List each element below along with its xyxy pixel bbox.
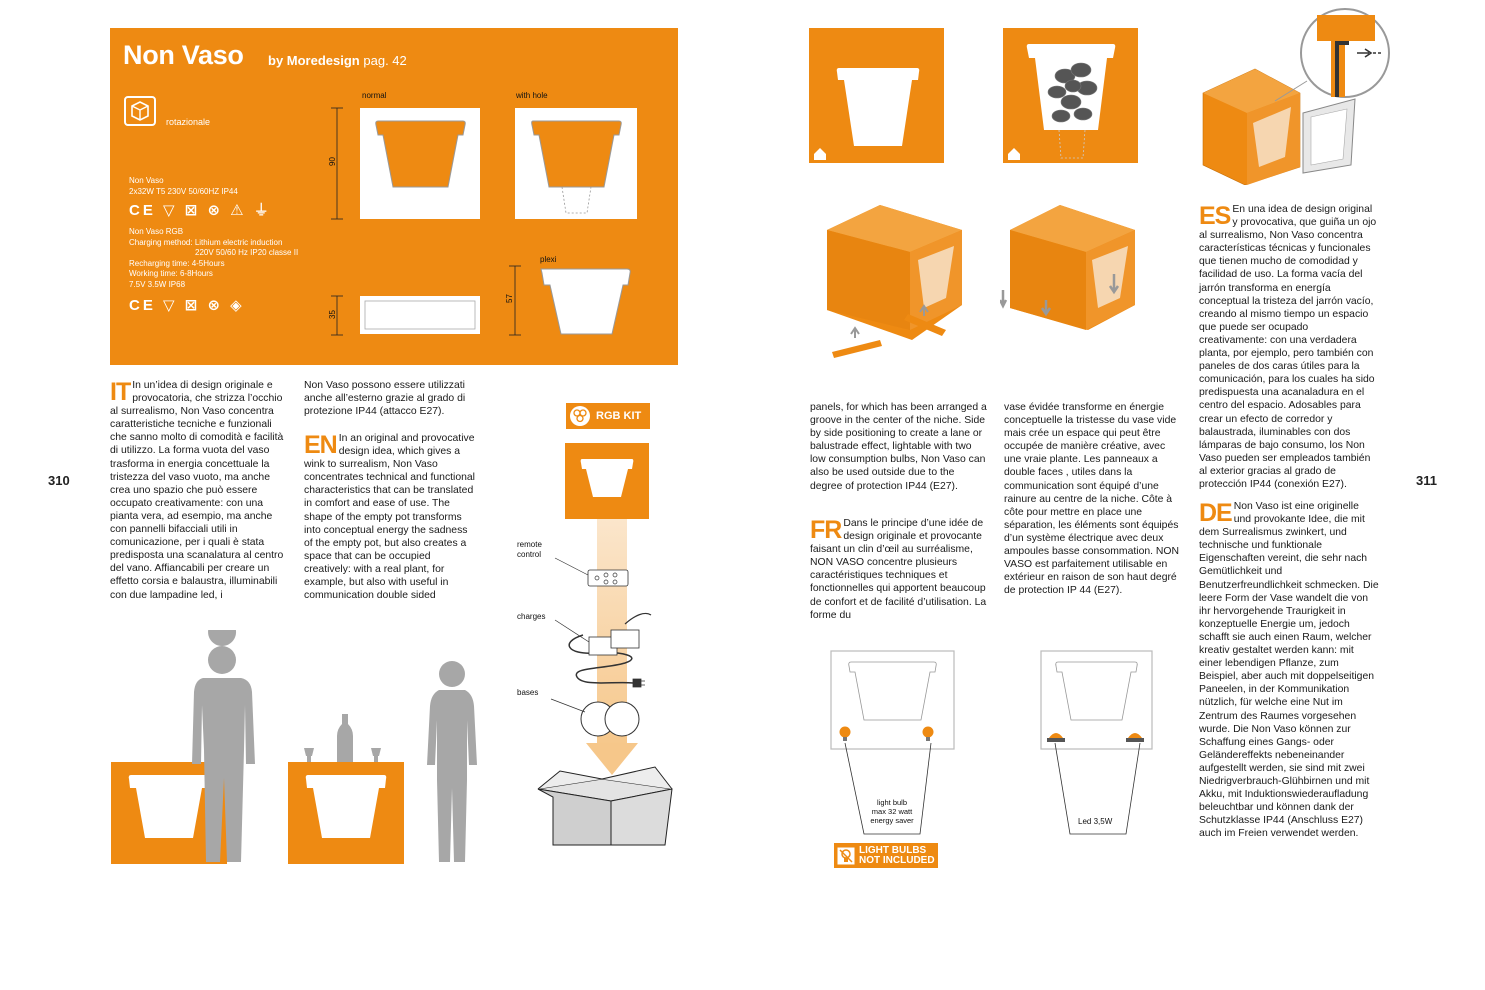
led-diagram	[1040, 650, 1153, 835]
body-it: In un’idea di design originale e provocatoria, che strizza l’occhio al surrealismo, Non Vaso concentra caratteristiche tecniche e funzionali che sanno molto di comodità e facilità di utilizzo. La forma vuota del vaso trasforma in energia concettuale la tristezza del vaso vuoto, ma anche crea uno spazio che può essere occupato creativamente: con una pianta vera, ad esempio, ma anche con pannelli bifacciali utili in comunicazione, per i quali è stata predisposta una scanalatura al centro del vano. Affiancabili per creare un effetto corsia e balaustra, illuminabili con due lampadine led, i	[110, 380, 284, 601]
dimension-57: 57	[504, 294, 514, 303]
certification-marks-rgb: CE ▽ ⊠ ⊗ ◈	[129, 297, 245, 314]
page-number-left: 310	[48, 473, 70, 488]
rgb-icon	[570, 406, 590, 426]
normal-label: normal	[362, 91, 387, 100]
lang-cap-it: IT	[110, 378, 131, 406]
text-en-continued: panels, for which has been arranged a groove in the center of the niche. Side by side positioning to create a lane or balustrade effect, lightable with two low consumption bulbs, Non Vaso can also be used outside due to the degree of protection IP44 (E27).	[810, 402, 987, 492]
body-fr: Dans le principe d’une idée de design originale et provocante faisant un clin d’œil au surréalisme, NON VASO concentre plusieurs caractéristiques techniques et fonctionnelles qui apportent beaucoup de confort et de facilité d’utilisation. La forme du	[810, 518, 987, 621]
bulbs-not-included-badge: LIGHT BULBS NOT INCLUDED	[834, 843, 938, 868]
warning-bulb-icon	[837, 847, 855, 865]
page-number-right: 311	[1416, 473, 1437, 488]
lang-cap-es: ES	[1199, 202, 1231, 230]
body-es: En una idea de design original y provocativa, que guiña un ojo al surrealismo, Non Vaso concentra características técnicas y funcionales que tienen mucho de comodidad y facilidad de uso. La forma vacía del jarrón transforma en energía conceptual la tristeza del jarrón vacío, creando al mismo tiempo un espacio que puede ser ocupado creativamente: con una verdadera planta, por ejemplo, pero también con paneles de dos caras útiles para la comunicación, para los cuales ha sido predispuesta una acanaladura en el centro del espacio. Adosables para crear un efecto de corredor y balaustrada, iluminables con dos lámparas de bajo consumo, los Non Vaso pueden ser empleados también al exterior gracias al grado de protección IP44 (conexión E27).	[1199, 204, 1377, 490]
byline	[268, 53, 407, 68]
text-en	[304, 432, 476, 602]
text-fr-continued: vase évidée transforme en énergie conceptuelle la tristesse du vase vide mais crée un espace qui peut être occupée de manière créative, avec une vraie plante. Les panneaux a double faces , utiles dans la communication sont équipé d’une rainure au centre de la niche. Côte à côte pour mettre en place une séparation, les éléments sont équipés d’un système électrique avec deux ampoules basse consommation. NON VASO est parfaitement utilisable en extérieur en raison de son haut degré de protection IP 44 (E27).	[1004, 402, 1179, 597]
text-it-continued: Non Vaso possono essere utilizzati anche all’esterno grazie al grado di protezione IP44 (attacco E27).	[304, 380, 466, 418]
product-title: Non Vaso	[123, 40, 244, 70]
iso-box-panel	[1000, 190, 1145, 340]
charges-label: charges	[517, 612, 546, 621]
lang-cap-fr: FR	[810, 516, 842, 544]
rgb-kit-badge: RGB KIT	[566, 403, 650, 429]
light-bulb-label: light bulb max 32 watt energy saver	[870, 798, 914, 825]
text-it	[110, 379, 286, 602]
spec-block-2: Non Vaso RGB Charging method: Lithium electric induction 220V 50/60 Hz IP20 classe II Recharging time: 4-5Hours Working time: 6-8Hours 7.5V 3.5W IP68	[129, 227, 299, 289]
page-reference: pag. 42	[363, 53, 407, 68]
technical-drawing	[325, 103, 670, 343]
text-fr	[810, 517, 988, 622]
text-de	[1199, 500, 1379, 840]
body-de: Non Vaso ist eine originelle und provokante Idee, die mit dem Surrealismus zwinkert, und technische und funktionale Eigenschaften vereint, die sehr nach Gemütlichkeit und Benutzerfreundlichkeit schmecken. Die leere Form der Vase wandelt die von ihr hervorgehende Traurigkeit in konzeptuelle Energie um, jedoch schafft sie auch einen Raum, welcher kreativ gestaltet werden kann: mit einer lebendigen Pflanze, zum Beispiel, aber auch mit doppelseitigen Paneelen, in der Kommunikation nützlich, für welche eine Nut im Zentrum des Raumes vorgesehen wurde. Die Non Vaso können zur Schaffung eines Gangs- oder Geländereffekts nebeneinander aufgestellt werden, sie sind mit zwei Niedrigverbrauch-Glühbirnen und mit Akku, mit Induktionswiederaufladung beleuchtbar und können dank der Schutzklasse IP44 (Anschluss E27) auch im Freien verwendet werden.	[1199, 501, 1379, 840]
designer: by Moredesign	[268, 53, 360, 68]
pot-tile-empty	[809, 28, 944, 163]
spec-block-1: Non Vaso 2x32W T5 230V 50/60HZ IP44	[129, 176, 238, 196]
lang-cap-de: DE	[1199, 499, 1232, 527]
lang-cap-en: EN	[304, 431, 337, 459]
certification-marks: CE ▽ ⊠ ⊗ ⚠ ⏚	[129, 202, 272, 219]
iso-box-groove	[822, 190, 992, 375]
body-en: In an original and provocative design idea, which gives a wink to surrealism, Non Vaso concentrates technical and functional characteristics that can be translated in comfort and ease of use. The shape of the empty pot transforms into conceptual energy the sadness of the empty pot, but also creates a space that can be occupied creatively: with a real plant, for example, but also with useful in communication double sided	[304, 433, 475, 602]
rgb-kit-diagram	[505, 437, 695, 847]
rotational-molding-icon	[124, 96, 156, 126]
led-label: Led 3,5W	[1078, 817, 1113, 826]
dimension-90: 90	[327, 157, 337, 166]
text-es	[1199, 203, 1379, 491]
bases-label: bases	[517, 688, 539, 697]
assembly-detail-illustration	[1195, 5, 1395, 185]
dimension-35: 35	[327, 310, 337, 319]
scale-scene	[105, 630, 525, 865]
plexi-label: plexi	[540, 255, 557, 264]
pot-tile-plant	[1003, 28, 1138, 163]
remote-control-label: remote control	[517, 540, 542, 559]
process-label: rotazionale	[166, 117, 211, 127]
with-hole-label: with hole	[516, 91, 548, 100]
